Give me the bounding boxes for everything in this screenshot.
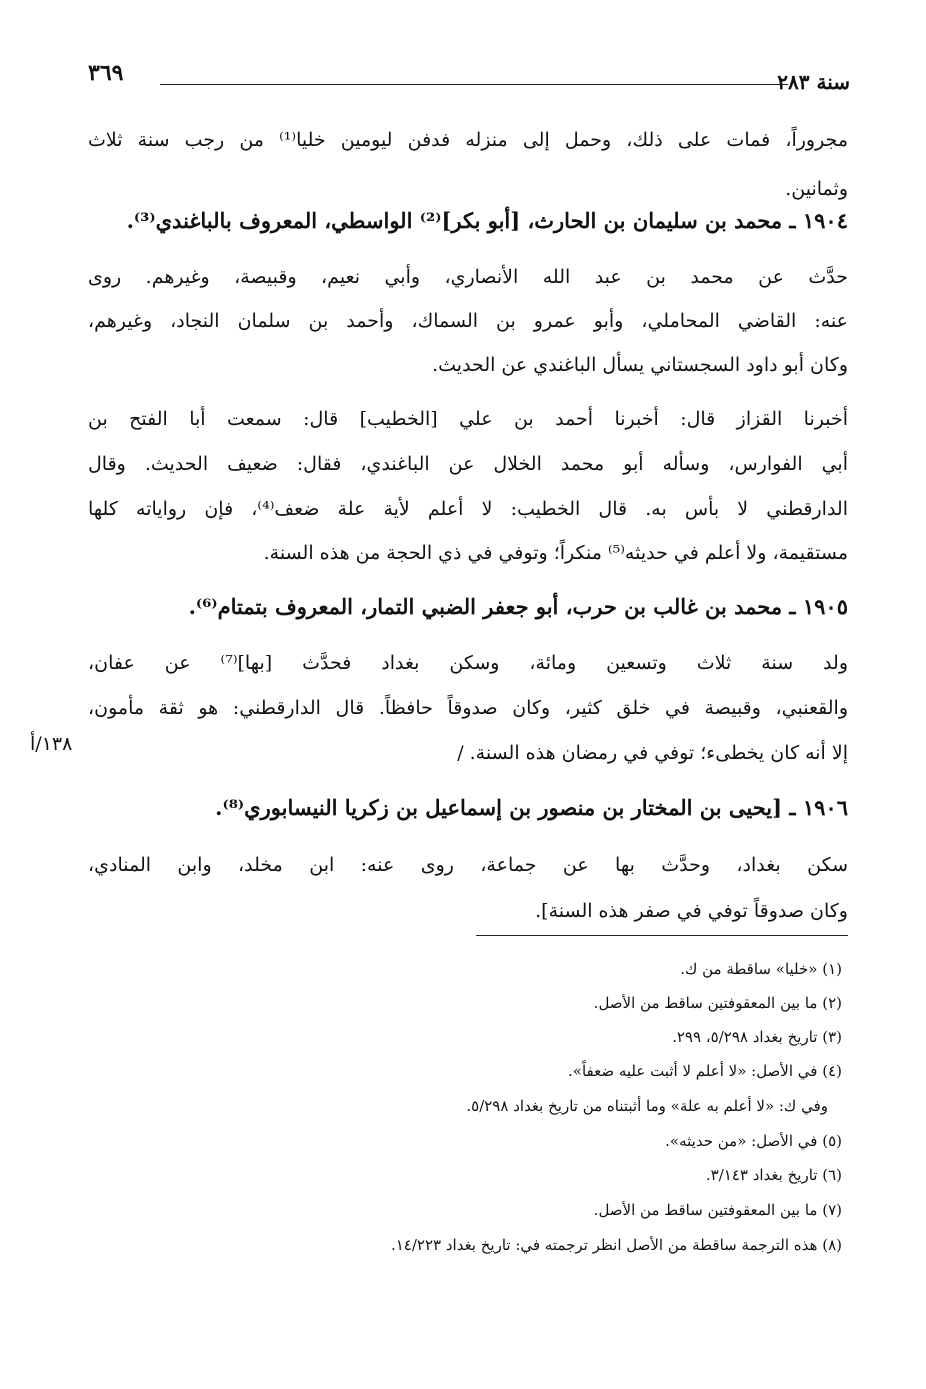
- text-line: مستقيمة، ولا أعلم في حديثه⁽⁵⁾ منكراً؛ وتوفي في ذي الحجة من هذه السنة.: [263, 542, 848, 564]
- entry-heading: ١٩٠٦ ـ [يحيى بن المختار بن منصور بن إسماعيل بن زكريا النيسابوري⁽⁸⁾.: [215, 795, 848, 820]
- text-line: وثمانين.: [785, 178, 848, 200]
- footnote: (٦) تاريخ بغداد ٣/١٤٣.: [705, 1166, 842, 1184]
- text-line: سكن بغداد، وحدَّث بها عن جماعة، روى عنه: ابن مخلد، وابن المنادي،: [88, 854, 848, 876]
- text-line: عنه: القاضي المحاملي، وأبو عمرو بن السماك، وأحمد بن سلمان النجاد، وغيرهم،: [88, 310, 848, 332]
- footnote: (٣) تاريخ بغداد ٥/٢٩٨، ٢٩٩.: [672, 1028, 842, 1046]
- margin-folio-note: ١٣٨/أ: [30, 733, 73, 755]
- text-line: مجروراً، فمات على ذلك، وحمل إلى منزله فدفن ليومين خليا⁽¹⁾ من رجب سنة ثلاث: [88, 129, 848, 151]
- text-line: الدارقطني لا بأس به. قال الخطيب: لا أعلم لأية علة ضعف⁽⁴⁾، فإن رواياته كلها: [88, 498, 848, 520]
- text-line: ولد سنة ثلاث وتسعين ومائة، وسكن بغداد فحدَّث [بها]⁽⁷⁾ عن عفان،: [88, 652, 848, 674]
- entry-heading: ١٩٠٤ ـ محمد بن سليمان بن الحارث، [أبو بكر]⁽²⁾ الواسطي، المعروف بالباغندي⁽³⁾.: [126, 208, 848, 233]
- footnote: (١) «خليا» ساقطة من ك.: [680, 960, 842, 978]
- footnote: وفي ك: «لا أعلم به علة» وما أثبتناه من تاريخ بغداد ٥/٢٩٨.: [466, 1097, 828, 1115]
- footnote: (٥) في الأصل: «من حديثه».: [665, 1132, 842, 1150]
- text-line: أبي الفوارس، وسأله أبو محمد الخلال عن الباغندي، فقال: ضعيف الحديث. وقال: [88, 453, 848, 475]
- footnote-separator: [476, 935, 848, 936]
- text-line: أخبرنا القزاز قال: أخبرنا أحمد بن علي [الخطيب] قال: سمعت أبا الفتح بن: [88, 408, 848, 430]
- text-line: وكان صدوقاً توفي في صفر هذه السنة].: [535, 900, 848, 922]
- text-line: إلا أنه كان يخطىء؛ توفي في رمضان هذه السنة. /: [457, 742, 848, 764]
- entry-heading: ١٩٠٥ ـ محمد بن غالب بن حرب، أبو جعفر الضبي التمار، المعروف بتمتام⁽⁶⁾.: [188, 594, 848, 619]
- footnote: (٤) في الأصل: «لا أعلم لا أثبت عليه ضعفاً».: [568, 1062, 842, 1080]
- footnote: (٢) ما بين المعقوفتين ساقط من الأصل.: [593, 994, 842, 1012]
- running-head: سنة ٢٨٣: [777, 70, 850, 94]
- text-line: وكان أبو داود السجستاني يسأل الباغندي عن الحديث.: [432, 354, 848, 376]
- page-number: ٣٦٩: [88, 60, 124, 86]
- page-header: [88, 60, 850, 100]
- footnote: (٧) ما بين المعقوفتين ساقط من الأصل.: [593, 1201, 842, 1219]
- text-line: حدَّث عن محمد بن عبد الله الأنصاري، وأبي نعيم، وقبيصة، وغيرهم. روى: [88, 266, 848, 288]
- header-rule: [160, 84, 788, 85]
- footnote: (٨) هذه الترجمة ساقطة من الأصل انظر ترجمته في: تاريخ بغداد ١٤/٢٢٣.: [390, 1236, 842, 1254]
- text-line: والقعنبي، وقبيصة في خلق كثير، وكان صدوقاً حافظاً. قال الدارقطني: هو ثقة مأمون،: [88, 697, 848, 719]
